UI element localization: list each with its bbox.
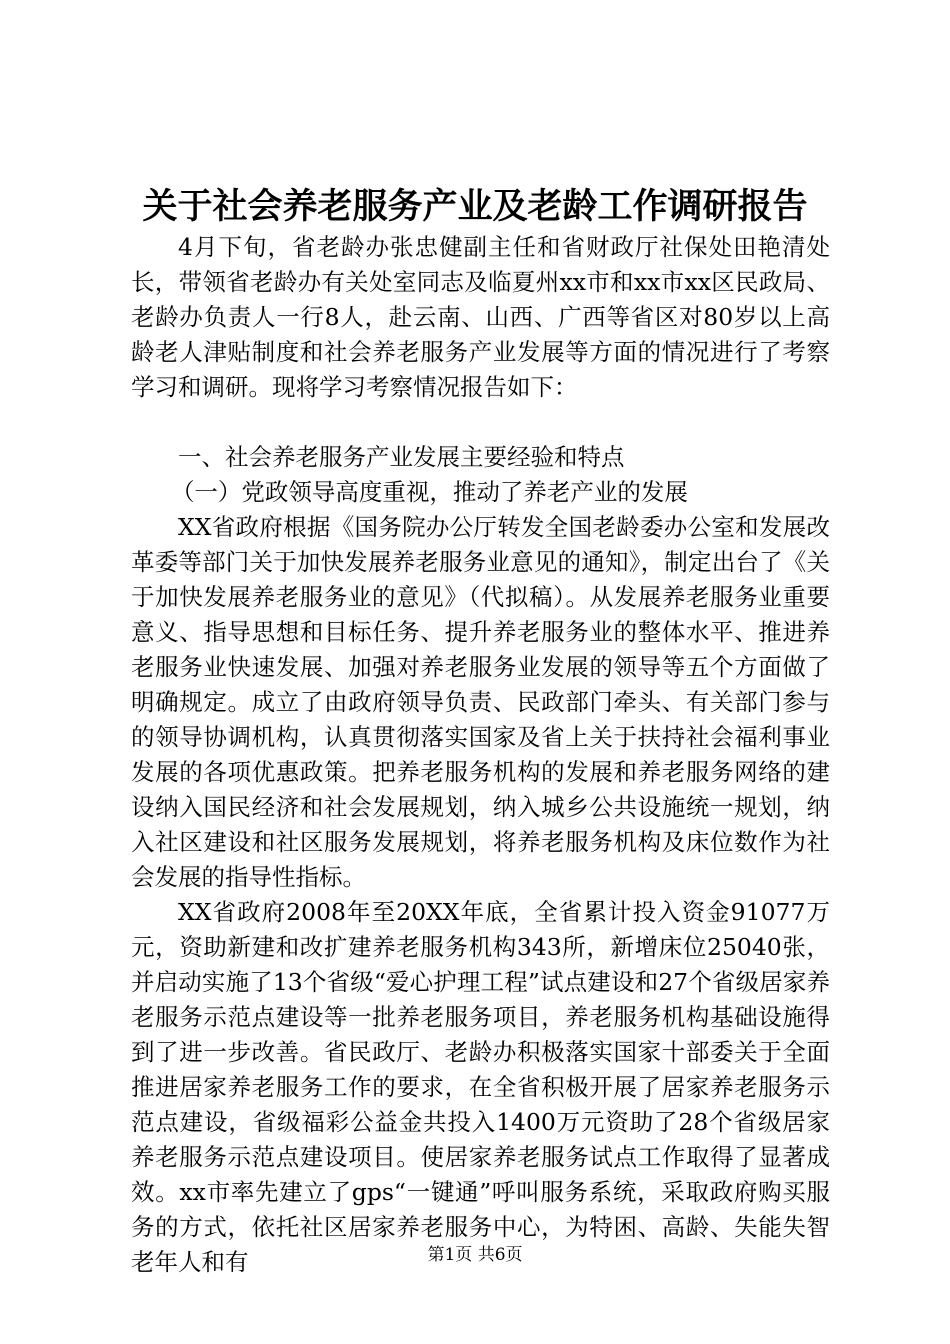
body-paragraph: XX省政府2008年至20XX年底，全省累计投入资金91077万元，资助新建和改扩建养老服务机构343所，新增床位25040张，并启动实施了13个省级“爱心护理工程”试点建设和27个省级居家养老服务示范点建设等一批养老服务项目，养老服务机构基础设施得到了进一步改善。省民政厅、老龄办积极落实国家十部委关于全面推进居家养老服务工作的要求，在全省积极开展了居家养老服务示范点建设，省级福彩公益金共投入1400万元资助了28个省级居家养老服务示范点建设项目。使居家养老服务试点工作取得了显著成效。xx市率先建立了gps“一键通”呼叫服务系统，采取政府购买服务的方式，依托社区居家养老服务中心，为特困、高龄、失能失智老年人和有 [131,898,830,1276]
subsection-heading: （一）党政领导高度重视，推动了养老产业的发展 [170,478,688,506]
paragraph-spacer [131,405,830,440]
document-title: 关于社会养老服务产业及老龄工作调研报告 [142,187,808,227]
intro-paragraph: 4月下旬，省老龄办张忠健副主任和省财政厅社保处田艳清处长，带领省老龄办有关处室同志及临夏州xx市和xx市xx区民政局、老龄办负责人一行8人，赴云南、山西、广西等省区对80岁以上高龄老人津贴制度和社会养老服务产业发展等方面的情况进行了考察学习和调研。现将学习考察情况报告如下： [131,233,830,401]
document-body [131,230,830,1280]
page-footer: 第1页 共6页 [427,1245,523,1265]
section-heading: 一、社会养老服务产业发展主要经验和特点 [178,443,625,471]
body-paragraph: XX省政府根据《国务院办公厅转发全国老龄委办公室和发展改革委等部门关于加快发展养老服务业意见的通知》，制定出台了《关于加快发展养老服务业的意见》（代拟稿）。从发展养老服务业重要意义、指导思想和目标任务、提升养老服务业的整体水平、推进养老服务业快速发展、加强对养老服务业发展的领导等五个方面做了明确规定。成立了由政府领导负责、民政部门牵头、有关部门参与的领导协调机构，认真贯彻落实国家及省上关于扶持社会福利事业发展的各项优惠政策。把养老服务机构的发展和养老服务网络的建设纳入国民经济和社会发展规划，纳入城乡公共设施统一规划，纳入社区建设和社区服务发展规划，将养老服务机构及床位数作为社会发展的指导性指标。 [131,513,830,891]
